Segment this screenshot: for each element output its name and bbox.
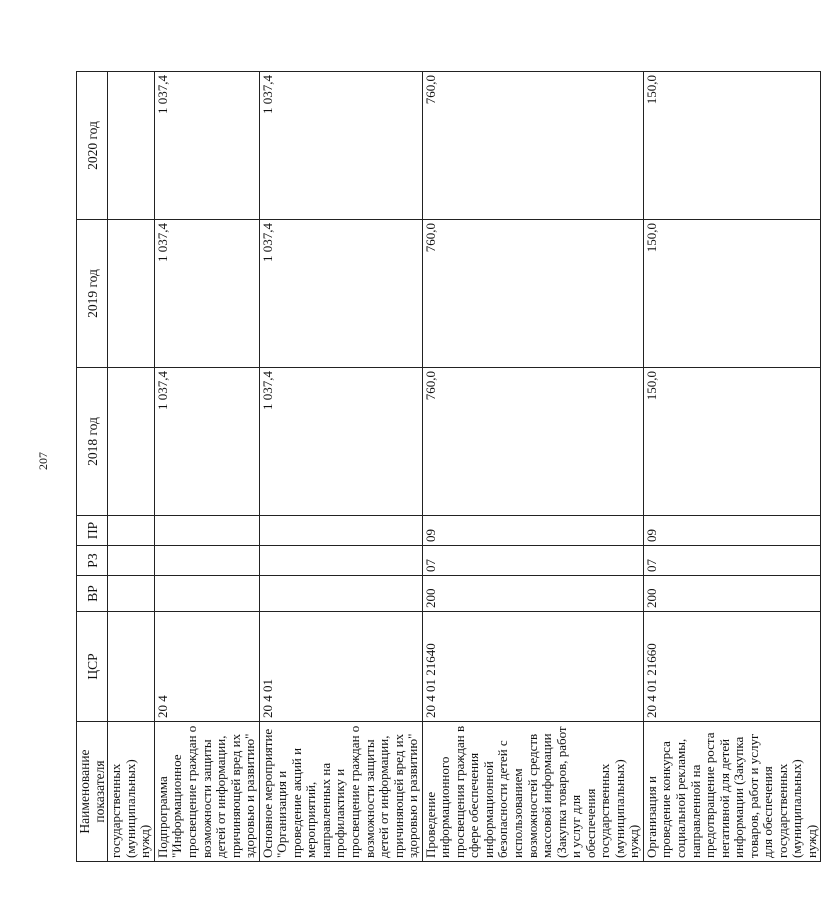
cell-csr: 20 4 01 21660 <box>643 612 821 722</box>
cell-vr: 200 <box>643 576 821 612</box>
cell-2019: 760,0 <box>422 220 643 368</box>
cell-name: государственных (муниципальных) нужд) <box>108 722 155 862</box>
header-pr: ПР <box>77 516 108 546</box>
table-row <box>643 72 821 862</box>
cell-2018: 150,0 <box>643 368 821 516</box>
cell-vr <box>154 576 259 612</box>
header-2018: 2018 год <box>77 368 108 516</box>
cell-2019: 150,0 <box>643 220 821 368</box>
cell-pr <box>108 516 155 546</box>
table-header-row <box>77 72 108 862</box>
cell-pr <box>259 516 422 546</box>
cell-vr: 200 <box>422 576 643 612</box>
cell-csr <box>108 612 155 722</box>
header-rz: РЗ <box>77 546 108 576</box>
cell-vr <box>108 576 155 612</box>
cell-2018: 1 037,4 <box>154 368 259 516</box>
cell-csr: 20 4 01 21640 <box>422 612 643 722</box>
cell-rz <box>259 546 422 576</box>
cell-2018 <box>108 368 155 516</box>
cell-pr: 09 <box>643 516 821 546</box>
cell-2020 <box>108 72 155 220</box>
page-number: 207 <box>36 452 50 470</box>
table-row <box>422 72 643 862</box>
cell-rz: 07 <box>643 546 821 576</box>
header-2019: 2019 год <box>77 220 108 368</box>
cell-2020: 1 037,4 <box>259 72 422 220</box>
cell-rz <box>154 546 259 576</box>
cell-rz <box>108 546 155 576</box>
cell-name: Организация и проведение конкурса социальной рекламы, направленной на предотвращение роста негативной для детей информации (Закупка товаров, работ и услуг для обеспечения государственных (муниципальных) нужд) <box>643 722 821 862</box>
header-2020: 2020 год <box>77 72 108 220</box>
cell-name: Подпрограмма "Информационное просвещение граждан о возможности защиты детей от информации, причиняющей вред их здоровью и развитию" <box>154 722 259 862</box>
cell-2020: 760,0 <box>422 72 643 220</box>
header-name: Наименование показателя <box>77 722 108 862</box>
cell-2020: 1 037,4 <box>154 72 259 220</box>
cell-pr <box>154 516 259 546</box>
rotated-table-container <box>76 72 819 862</box>
cell-2019 <box>108 220 155 368</box>
cell-name: Проведение информационного просвещения граждан в сфере обеспечения информационной безопасности детей с использованием возможностей средств массовой информации (Закупка товаров, работ и услуг для обеспечения государственных (муниципальных) нужд) <box>422 722 643 862</box>
cell-2020: 150,0 <box>643 72 821 220</box>
cell-vr <box>259 576 422 612</box>
cell-2019: 1 037,4 <box>259 220 422 368</box>
table-row <box>259 72 422 862</box>
cell-2019: 1 037,4 <box>154 220 259 368</box>
table-row <box>108 72 155 862</box>
budget-table <box>76 71 821 862</box>
cell-2018: 760,0 <box>422 368 643 516</box>
cell-rz: 07 <box>422 546 643 576</box>
table-row <box>154 72 259 862</box>
cell-name: Основное мероприятие "Организация и проведение акций и мероприятий, направленных на профилактику и просвещение граждан о возможности защиты детей от информации, причиняющей вред их здоровью и развитию" <box>259 722 422 862</box>
cell-2018: 1 037,4 <box>259 368 422 516</box>
header-vr: ВР <box>77 576 108 612</box>
cell-pr: 09 <box>422 516 643 546</box>
cell-csr: 20 4 01 <box>259 612 422 722</box>
header-csr: ЦСР <box>77 612 108 722</box>
cell-csr: 20 4 <box>154 612 259 722</box>
